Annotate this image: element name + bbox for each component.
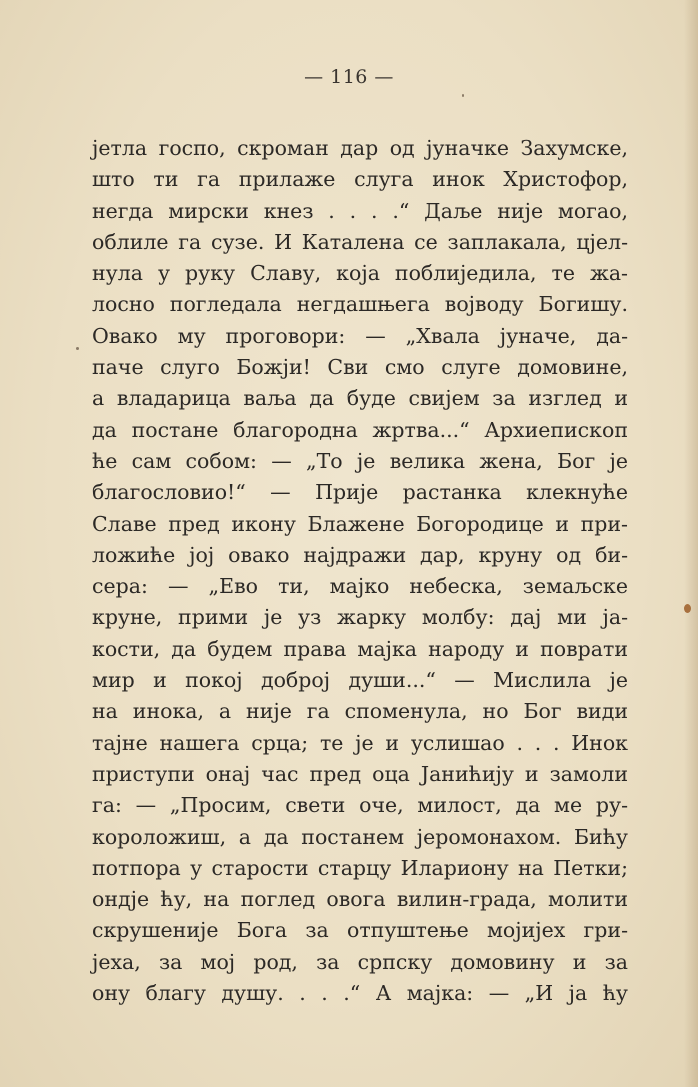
text-line: мир и покој доброј души...“ — Мислила је: [92, 668, 628, 693]
text-line: Овако му проговори: — „Хвала јуначе, да-: [92, 323, 628, 348]
text-line: ће сам собом: — „То је велика жена, Бог је: [92, 448, 628, 473]
text-line: облиле га сузе. И Каталена се заплакала, цјел-: [92, 229, 628, 254]
text-line: јеха, за мој род, за српску домовину и за: [92, 949, 628, 974]
text-line: приступи онај час пред оца Јанићију и замоли: [92, 761, 628, 786]
text-line: благословио!“ — Прије растанка клекнуће: [92, 480, 628, 505]
page-edge-shadow: [684, 0, 698, 1087]
text-line: да постане благородна жртва...“ Архиепископ: [92, 417, 628, 442]
text-line: Славе пред икону Блажене Богородице и при-: [92, 511, 628, 536]
text-line: га: — „Просим, свети оче, милост, да ме ру-: [92, 793, 628, 818]
text-line: кopoложиш, а да постанем јеромонахом. Бићу: [92, 824, 628, 849]
paper-speck: [684, 604, 691, 613]
paper-speck: [462, 94, 464, 97]
text-line: скрушеније Бога за отпуштење мојијех гри-: [92, 918, 628, 943]
text-line: негда мирски кнез . . . .“ Даље није могао,: [92, 198, 628, 223]
text-line: сера: — „Ево ти, мајко небеска, земаљске: [92, 574, 628, 599]
body-text: [92, 133, 628, 1009]
text-line: а владарица ваља да буде свијем за изглед и: [92, 386, 628, 411]
text-line: што ти га прилаже слуга инок Христофор,: [92, 167, 628, 192]
text-line: потпора у старости старцу Илариону на Петки;: [92, 855, 628, 880]
text-line: јетла госпо, скроман дар од јуначке Захумске,: [92, 136, 628, 160]
text-line: нула у руку Славу, која поблиједила, те жа-: [92, 261, 628, 286]
text-line: кости, да будем права мајка народу и поврати: [92, 636, 628, 661]
text-line: ону благу душу. . . .“ А мајка: — „И ја ћу: [92, 981, 628, 1006]
text-line: ондје ћу, на поглед овога вилин-града, молити: [92, 887, 628, 912]
text-line: тајне нашега срца; те је и услишао . . . Инок: [92, 730, 628, 755]
text-line: ложиће јој овако најдражи дар, круну од би-: [92, 542, 628, 567]
paper-speck: [76, 347, 79, 350]
text-line: на инока, а није га споменула, но Бог види: [92, 699, 628, 724]
page-number: — 116 —: [304, 66, 394, 88]
text-line: лосно погледала негдашњега војводу Богишу.: [92, 292, 628, 317]
text-line: круне, прими је уз жарку молбу: дај ми ја-: [92, 605, 628, 630]
text-line: паче слуго Божји! Сви смо слуге домовине,: [92, 355, 628, 380]
